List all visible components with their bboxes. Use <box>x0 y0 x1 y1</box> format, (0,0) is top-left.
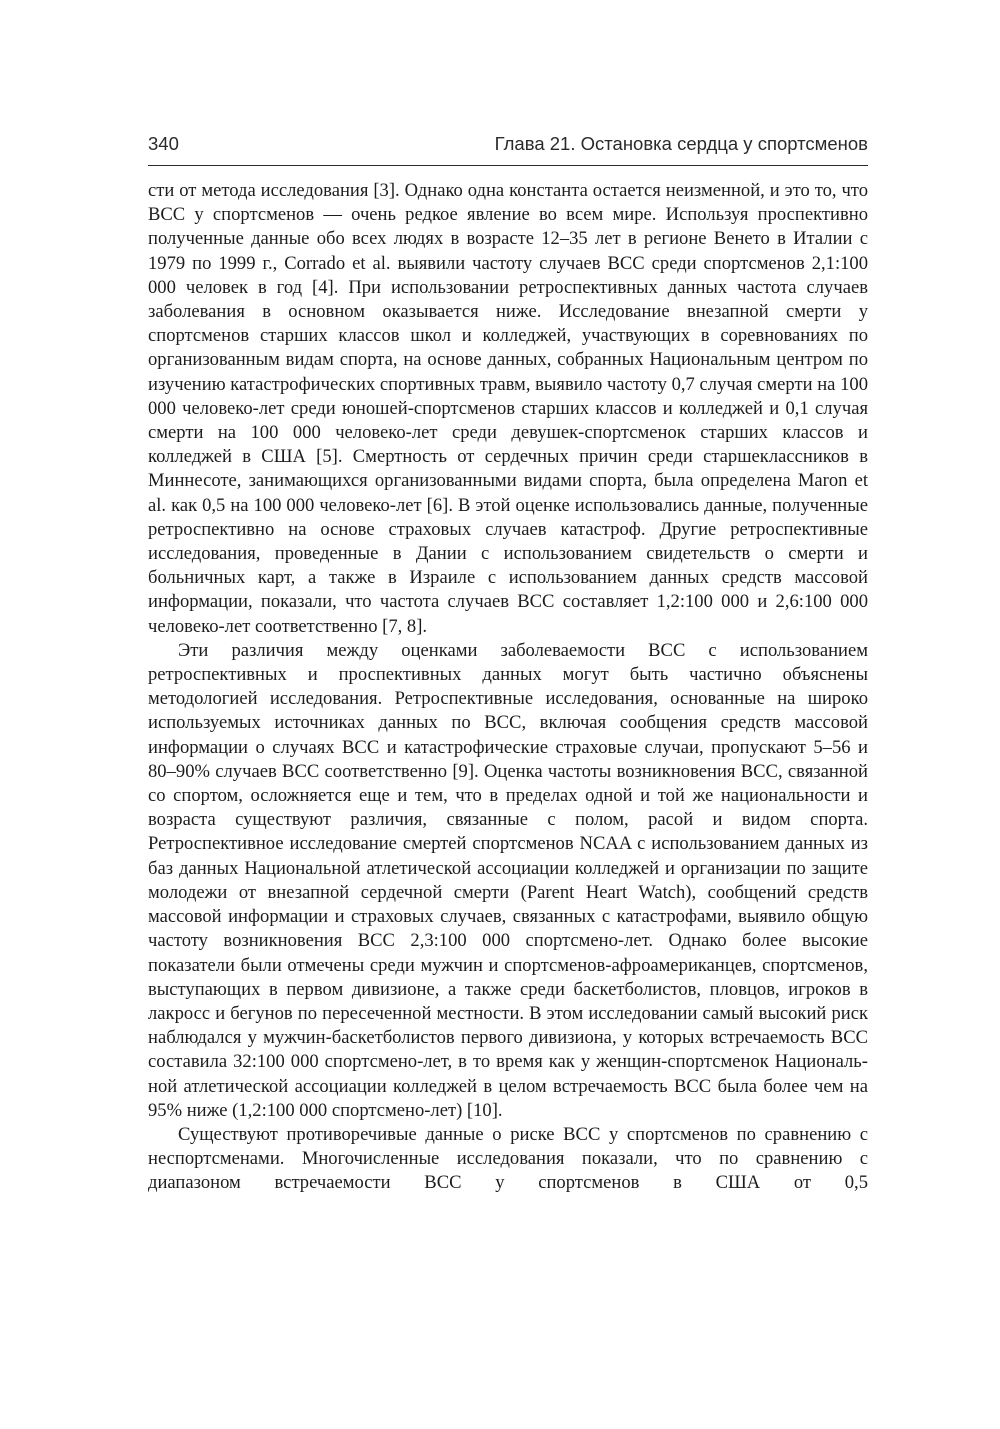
chapter-title: Глава 21. Остановка сердца у спортсменов <box>494 133 868 154</box>
header-rule <box>148 165 868 166</box>
paragraph-continuation: сти от метода исследования [3]. Однако одна константа остается неизменной, и это то, что ВСС у спортсменов — очень редкое явление во всем мире. Используя проспективно полученные данные обо всех людях в возрасте 12–35 лет в регионе Венето в Италии с 1979 по 1999 г., Corrado et al. выявили частоту случаев ВСС среди спортсменов 2,1:100 000 человек в год [4]. При использовании ретроспективных данных частота случаев заболевания в основном оказывается ниже. Исследование внезапной смерти у спортсменов старших классов школ и колледжей, участвующих в соревнованиях по организованным видам спорта, на основе данных, собранных Национальным центром по изучению катастрофических спортивных травм, выявило частоту 0,7 случая смерти на 100 000 человеко-лет среди юношей-спортсменов старших классов и колледжей и 0,1 случая смерти на 100 000 человеко-лет среди девушек-спортсменок старших классов и колледжей в США [5]. Смертность от сердечных причин среди старшеклассников в Миннесоте, занимающихся организованными видами спорта, была определена Maron et al. как 0,5 на 100 000 человеко-лет [6]. В этой оценке использовались данные, полученные ретроспективно на основе страховых случаев катастроф. Другие ретроспективные исследования, проведенные в Дании с использованием свидетельств о смерти и больничных карт, а также в Израиле с использованием данных средств массовой информации, показали, что частота случаев ВСС составляет 1,2:100 000 и 2,6:100 000 человеко-лет соответственно [7, 8]. <box>148 180 868 637</box>
paragraph-athletes-vs-nonathletes: Существуют противоречивые данные о риске ВСС у спортсменов по сравнению с неспортсменами. Многочисленные исследования показали, что по сравнению с диапазоном встречаемости ВСС у спортсменов в США от 0,5 <box>148 1123 868 1194</box>
running-header <box>148 133 868 163</box>
paragraph-incidence-differences: Эти различия между оценками заболеваемости ВСС с использованием ретроспективных и проспективных данных могут быть частично объяснены методологией исследования. Ретроспективные исследования, основанные на широко используемых источниках данных по ВСС, включая сообщения средств массовой информации о случаях ВСС и катастрофические страховые случаи, пропускают 5–56 и 80–90% случаев ВСС соответственно [9]. Оценка частоты возникновения ВСС, связанной со спортом, осложняется еще и тем, что в пределах одной и той же национальности и возраста существуют различия, связанные с полом, расой и видом спорта. Ретроспективное исследование смертей спортсменов NCAA с использованием данных из баз данных Национальной атлетической ассоциации колледжей и организации по защите молодежи от внезапной сердечной смерти (Parent Heart Watch), сообщений средств массовой информации и страховых случаев, связанных с катастрофами, выявило общую частоту возникновения ВСС 2,3:100 000 спортсмено-лет. Однако более высокие показатели были отмечены среди мужчин и спортсменов-афроамериканцев, спортсменов, выступающих в первом дивизионе, а также среди баскетболистов, пловцов, игроков в лакросс и бегунов по пересеченной местности. В этом исследовании самый высокий риск наблюдался у мужчин-баскетболистов первого дивизиона, у которых встречаемость ВСС составила 32:100 000 спортсмено-лет, в то время как у женщин-спортсменок Национальной атлетической ассоциации колледжей в целом встречаемость ВСС была более чем на 95% ниже (1,2:100 000 спортсмено-лет) [10]. <box>148 639 868 1121</box>
page-number: 340 <box>148 133 179 154</box>
body-text <box>148 179 868 1196</box>
